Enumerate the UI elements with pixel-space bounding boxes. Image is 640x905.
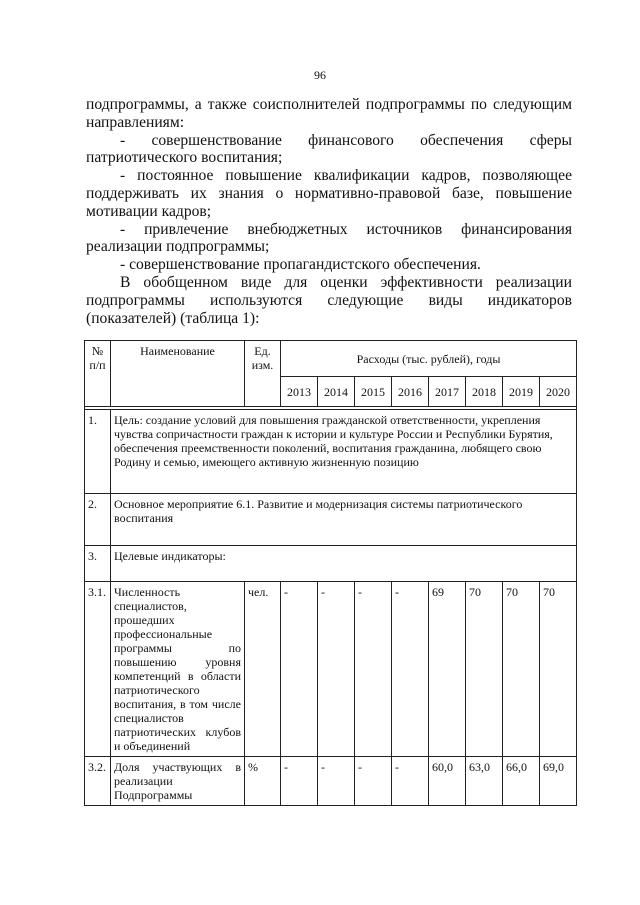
row-text: Целевые индикаторы: [111, 546, 577, 582]
indicator-name: Доля участвующих в реализации Подпрограммы [111, 757, 245, 806]
indicator-value: - [355, 757, 392, 806]
indicator-unit: чел. [245, 582, 281, 757]
indicator-value: - [392, 582, 429, 757]
header-year: 2014 [318, 377, 355, 407]
indicator-row [85, 757, 577, 806]
header-year: 2018 [466, 377, 503, 407]
header-year: 2017 [429, 377, 466, 407]
table-row [85, 410, 577, 494]
indicator-value: 63,0 [466, 757, 503, 806]
paragraph: В обобщенном виде для оценки эффективности реализации подпрограммы используются следующие виды индикаторов (показателей) (таблица 1): [86, 273, 572, 327]
header-num: № п/п [85, 341, 111, 407]
row-text: Основное мероприятие 6.1. Развитие и модернизация системы патриотического воспитания [111, 494, 577, 546]
header-year: 2020 [540, 377, 577, 407]
paragraph: - привлечение внебюджетных источников финансирования реализации подпрограммы; [86, 220, 572, 256]
page-number: 96 [314, 68, 326, 82]
indicator-value: - [355, 582, 392, 757]
indicator-value: 69 [429, 582, 466, 757]
row-num: 1. [85, 410, 111, 494]
row-num: 3. [85, 546, 111, 582]
paragraph: - совершенствование финансового обеспечения сферы патриотического воспитания; [86, 131, 572, 167]
table-row [85, 494, 577, 546]
paragraph: подпрограммы, а также соисполнителей подпрограммы по следующим направлениям: [86, 96, 572, 131]
paragraph: - совершенствование пропагандистского обеспечения. [120, 256, 481, 274]
indicator-value: 70 [503, 582, 540, 757]
table-row [85, 546, 577, 582]
indicator-value: - [318, 582, 355, 757]
header-year: 2013 [281, 377, 318, 407]
indicator-value: 70 [540, 582, 577, 757]
row-text: Цель: создание условий для повышения гражданской ответственности, укрепления чувства сопричастности граждан к истории и культуре России и Республики Бурятия, обеспечения преемственности поколений, воспитания гражданина, любящего свою Родину и семью, имеющего активную жизненную позицию [111, 410, 577, 494]
header-year: 2016 [392, 377, 429, 407]
indicator-value: 69,0 [540, 757, 577, 806]
indicator-unit: % [245, 757, 281, 806]
indicator-value: - [281, 582, 318, 757]
body-text [86, 96, 572, 327]
row-num: 2. [85, 494, 111, 546]
header-year: 2015 [355, 377, 392, 407]
indicator-row [85, 582, 577, 757]
indicator-name: Численность специалистов, прошедших профессиональные программы по повышению уровня компетенций в области патриотического воспитания, в том числе специалистов патриотических клубов и объединений [111, 582, 245, 757]
indicator-value: 70 [466, 582, 503, 757]
indicator-value: - [281, 757, 318, 806]
indicator-value: 66,0 [503, 757, 540, 806]
indicator-value: - [318, 757, 355, 806]
indicator-value: 60,0 [429, 757, 466, 806]
paragraph: - постоянное повышение квалификации кадров, позволяющее поддерживать их знания о нормативно-правовой базе, повышение мотивации кадров; [86, 167, 572, 220]
indicator-value: - [392, 757, 429, 806]
header-name: Наименование [111, 341, 245, 407]
indicator-num: 3.1. [85, 582, 111, 757]
indicator-num: 3.2. [85, 757, 111, 806]
header-year: 2019 [503, 377, 540, 407]
indicators-table [84, 340, 577, 806]
header-expenses: Расходы (тыс. рублей), годы [281, 341, 577, 377]
header-unit: Ед. изм. [245, 341, 281, 407]
